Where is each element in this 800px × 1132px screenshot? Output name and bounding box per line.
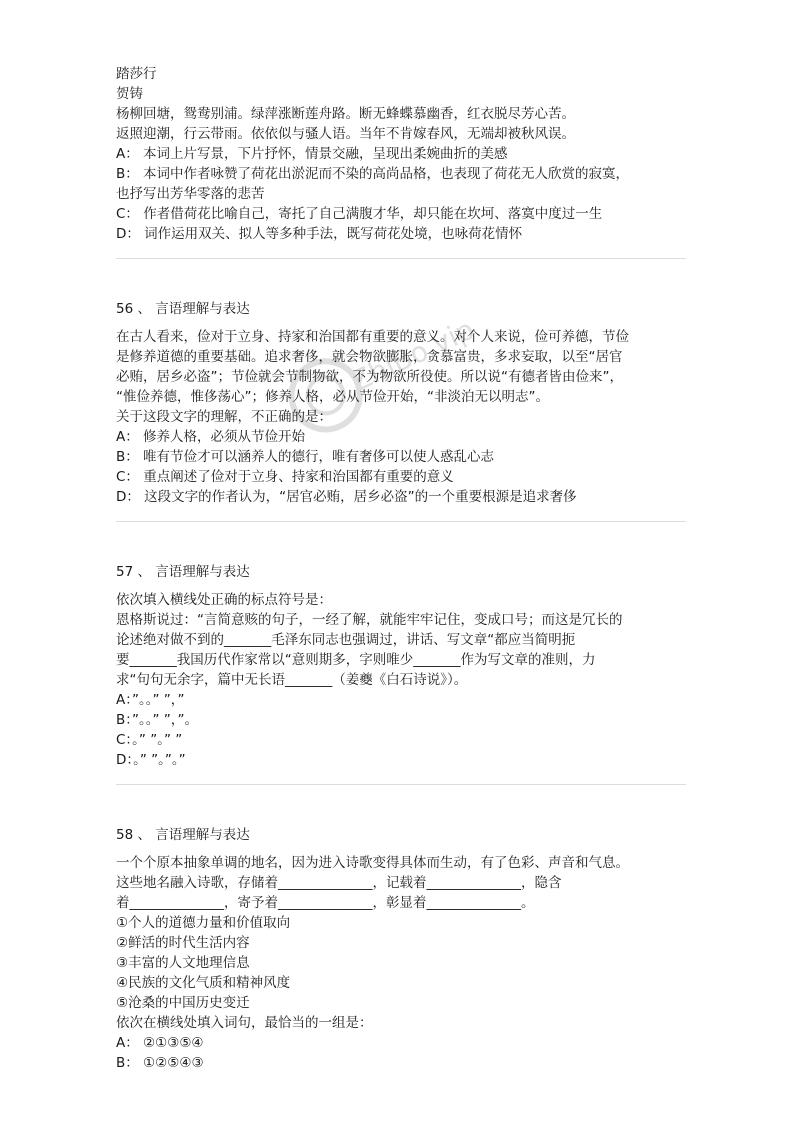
question-prompt: 依次在横线处填入词句，最恰当的一组是： (116, 1015, 373, 1031)
choice-item: ①个人的道德力量和价值取向 (116, 915, 291, 931)
option-a: A：”。。” ”，” (116, 692, 185, 708)
section-divider (116, 784, 686, 785)
choice-item: ③丰富的人文地理信息 (116, 955, 250, 971)
question-header: 57 、 言语理解与表达 (116, 564, 250, 580)
choice-item: ⑤沧桑的中国历史变迁 (116, 995, 250, 1011)
document-page (116, 64, 686, 1073)
question-text: 必贿，居乡必盗”；节俭就会节制物欲，不为物欲所役使。所以说“有德者皆由俭来”， (116, 369, 623, 385)
option-b: B： ①②⑤④③ (116, 1055, 204, 1071)
question-text: 一个个原本抽象单调的地名，因为进入诗歌变得具体而生动，有了色彩、声音和气息。 (116, 855, 629, 871)
option-a: A： ②①③⑤④ (116, 1035, 204, 1051)
option-b: B：”。。” ”，”。 (116, 712, 199, 728)
poem-title: 踏莎行 (116, 66, 157, 82)
option-d: D：。” ”。”。” (116, 752, 186, 768)
question-text: “惟俭养德，惟侈荡心”；修养人格，必从节俭开始，“非淡泊无以明志”。 (116, 389, 549, 405)
option-c: C： 作者借荷花比喻自己，寄托了自己满腹才华，却只能在坎坷、落寞中度过一生 (116, 206, 603, 222)
poem-line: 杨柳回塘，鸳鸯别浦。绿萍涨断莲舟路。断无蜂蝶慕幽香，红衣脱尽芳心苦。 (116, 106, 575, 122)
section-divider (116, 521, 686, 522)
option-c: C： 重点阐述了俭对于立身、持家和治国都有重要的意义 (116, 469, 454, 485)
question-58 (116, 825, 686, 1073)
question-prompt: 依次填入横线处正确的标点符号是： (116, 592, 332, 608)
question-text: 着______________，寄予着______________，彰显着______________。 (116, 895, 535, 911)
choice-item: ②鲜活的时代生活内容 (116, 935, 250, 951)
option-b: B： 本词中作者咏赞了荷花出淤泥而不染的高尚品格，也表现了荷花无人欣赏的寂寞， (116, 166, 630, 182)
section-divider (116, 258, 686, 259)
question-text: 是修养道德的重要基础。追求奢侈，就会物欲膨胀，贪慕富贵，多求妄取，以至“居官 (116, 349, 623, 365)
question-text: 这些地名融入诗歌，存储着______________，记载着______________，隐含 (116, 875, 562, 891)
poem-section (116, 64, 686, 259)
question-header: 56 、 言语理解与表达 (116, 301, 250, 317)
option-b: B： 唯有节俭才可以涵养人的德行，唯有奢侈可以使人惑乱心志 (116, 449, 495, 465)
question-text: 要_______我国历代作家常以“意则期多，字则唯少_______作为写文章的准则，力 (116, 652, 596, 668)
question-text: 恩格斯说过：“言简意赅的句子，一经了解，就能牢牢记住，变成口号；而这是冗长的 (116, 612, 623, 628)
question-56 (116, 299, 686, 522)
option-b-continued: 也抒写出芳华零落的悲苦 (116, 186, 265, 202)
option-d: D： 词作运用双关、拟人等多种手法，既写荷花处境，也咏荷花情怀 (116, 226, 523, 242)
option-c: C：。” ”。” ” (116, 732, 183, 748)
watermark-text: ZhiBo.vip (346, 312, 480, 399)
option-d: D： 这段文字的作者认为，“居官必贿，居乡必盗”的一个重要根源是追求奢侈 (116, 489, 577, 505)
question-prompt: 关于这段文字的理解，不正确的是： (116, 409, 332, 425)
question-text: 在古人看来，俭对于立身、持家和治国都有重要的意义。对个人来说，俭可养德，节俭 (116, 329, 629, 345)
question-header: 58 、 言语理解与表达 (116, 827, 250, 843)
question-57 (116, 562, 686, 785)
choice-item: ④民族的文化气质和精神风度 (116, 975, 291, 991)
poem-line: 返照迎潮，行云带雨。依依似与骚人语。当年不肯嫁春风，无端却被秋风误。 (116, 126, 575, 142)
question-text: 求“句句无余字，篇中无长语_______（姜夔《白石诗说》）。 (116, 672, 468, 688)
option-a: A： 修养人格，必须从节俭开始 (116, 429, 306, 445)
option-a: A： 本词上片写景，下片抒怀，情景交融，呈现出柔婉曲折的美感 (116, 146, 508, 162)
question-text: 论述绝对做不到的_______毛泽东同志也强调过，讲话、写文章“都应当简明扼 (116, 632, 576, 648)
poem-author: 贺铸 (116, 86, 143, 102)
